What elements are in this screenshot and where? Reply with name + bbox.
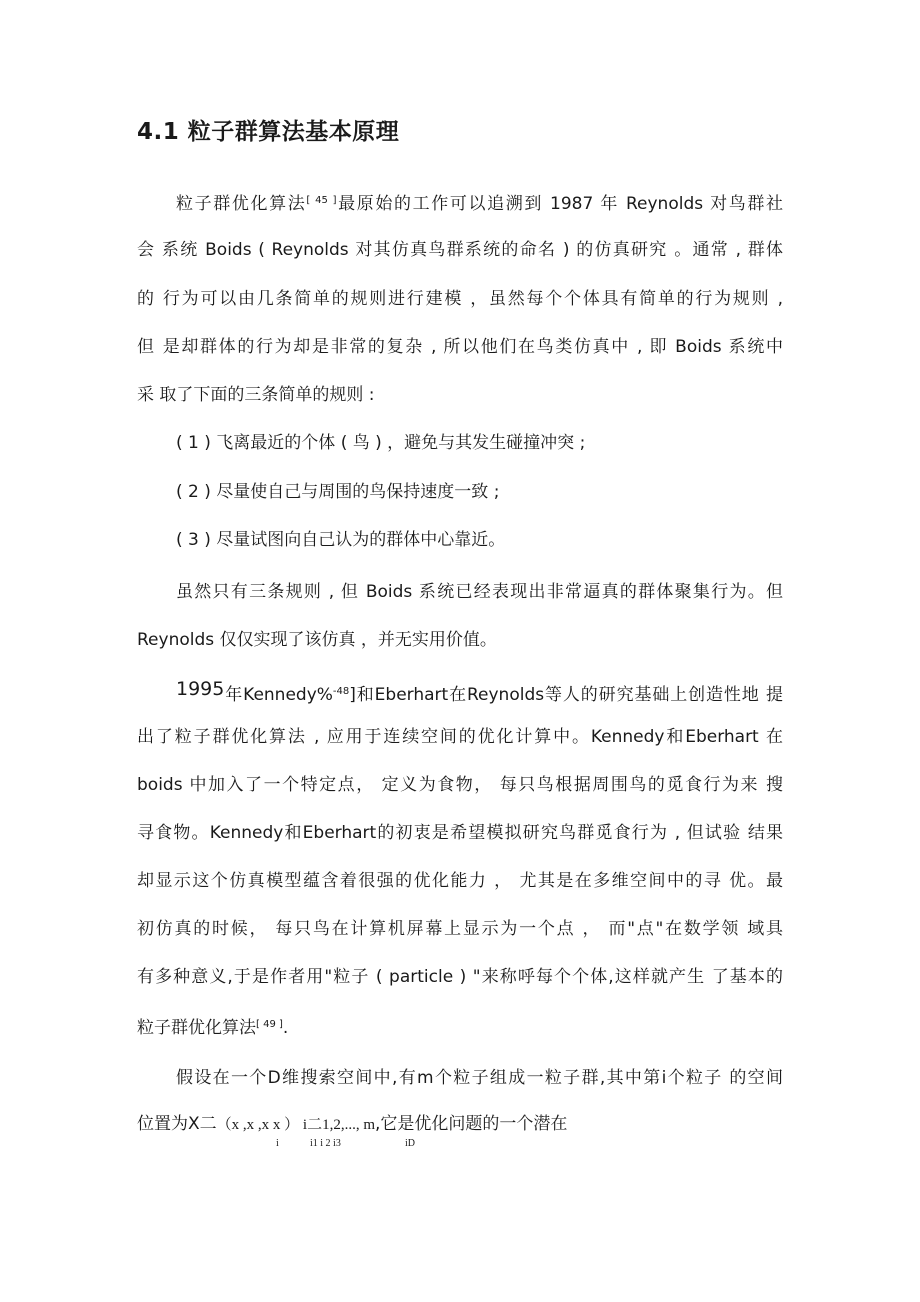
rule-item: ( 1 ) 飞离最近的个体 ( 鸟 ) ，避免与其发生碰撞冲突 ; <box>176 433 586 453</box>
paragraph-line: 有多种意义,于是作者用"粒子 ( particle ) "来称呼每个个体,这样就产生 了基本的 <box>137 967 783 987</box>
citation: [ 49 ] <box>256 1019 283 1030</box>
math-expression: （x ,x ,x x ） i二1,2,..., m <box>216 1117 375 1133</box>
paragraph-line: 却显示这个仿真模型蕴含着很强的优化能力 ， 尤其是在多维空间中的寻 优。最 <box>137 871 783 891</box>
paragraph-line: 但 是却群体的行为却是非常的复杂 , 所以他们在鸟类仿真中 , 即 Boids 系统中 <box>137 337 783 357</box>
paragraph-line: 初仿真的时候， 每只鸟在计算机屏幕上显示为一个点 ， 而"点"在数学领 域具 <box>137 919 783 939</box>
paragraph-line: 粒子群优化算法[ 45 ]最原始的工作可以追溯到 1987 年 Reynolds 对鸟群社 <box>176 194 783 214</box>
math-subscript: iD <box>405 1138 415 1149</box>
paragraph-line: 位置为X二（x ,x ,x x ） i二1,2,..., m,它是优化问题的一个潜在 <box>137 1114 568 1134</box>
year: 1995 <box>176 678 225 700</box>
math-subscript: i <box>276 1138 279 1149</box>
paragraph-line: 寻食物。Kennedy和Eberhart的初衷是希望模拟研究鸟群觅食行为 , 但试验 结果 <box>137 823 783 843</box>
rule-item: ( 3 ) 尽量试图向自己认为的群体中心靠近。 <box>176 530 506 550</box>
paragraph-line: 假设在一个D维搜索空间中,有m个粒子组成一粒子群,其中第i个粒子 的空间 <box>176 1068 783 1088</box>
rule-item: ( 2 ) 尽量使自己与周围的鸟保持速度一致 ; <box>176 482 500 502</box>
paragraph-line: 1995年Kennedy%$^{-48}$]和Eberhart在Reynolds等人的研究基础上创造性地 提 <box>176 678 783 705</box>
paragraph-line: 的 行为可以由几条简单的规则进行建模 ，虽然每个个体具有简单的行为规则 , <box>137 289 783 309</box>
paragraph-line: 会 系统 Boids ( Reynolds 对其仿真鸟群系统的命名 ) 的仿真研究 。通常 , 群体 <box>137 240 783 260</box>
section-heading: 4.1 粒子群算法基本原理 <box>137 119 400 145</box>
paragraph-line: boids 中加入了一个特定点， 定义为食物， 每只鸟根据周围鸟的觅食行为来 搜 <box>137 775 783 795</box>
paragraph-line: Reynolds 仅仅实现了该仿真 ，并无实用价值。 <box>137 630 497 650</box>
citation: -48 <box>332 686 350 697</box>
paragraph-line: 出了粒子群优化算法 , 应用于连续空间的优化计算中。Kennedy和Eberhart 在 <box>137 727 783 747</box>
paragraph-line: 虽然只有三条规则 , 但 Boids 系统已经表现出非常逼真的群体聚集行为。但 <box>176 582 783 602</box>
paragraph-line: 粒子群优化算法[ 49 ]. <box>137 1018 289 1038</box>
math-subscript: i1 i 2 i3 <box>310 1138 341 1149</box>
paragraph-line: 采 取了下面的三条简单的规则 : <box>137 385 375 405</box>
citation: [ 45 ] <box>306 195 337 206</box>
